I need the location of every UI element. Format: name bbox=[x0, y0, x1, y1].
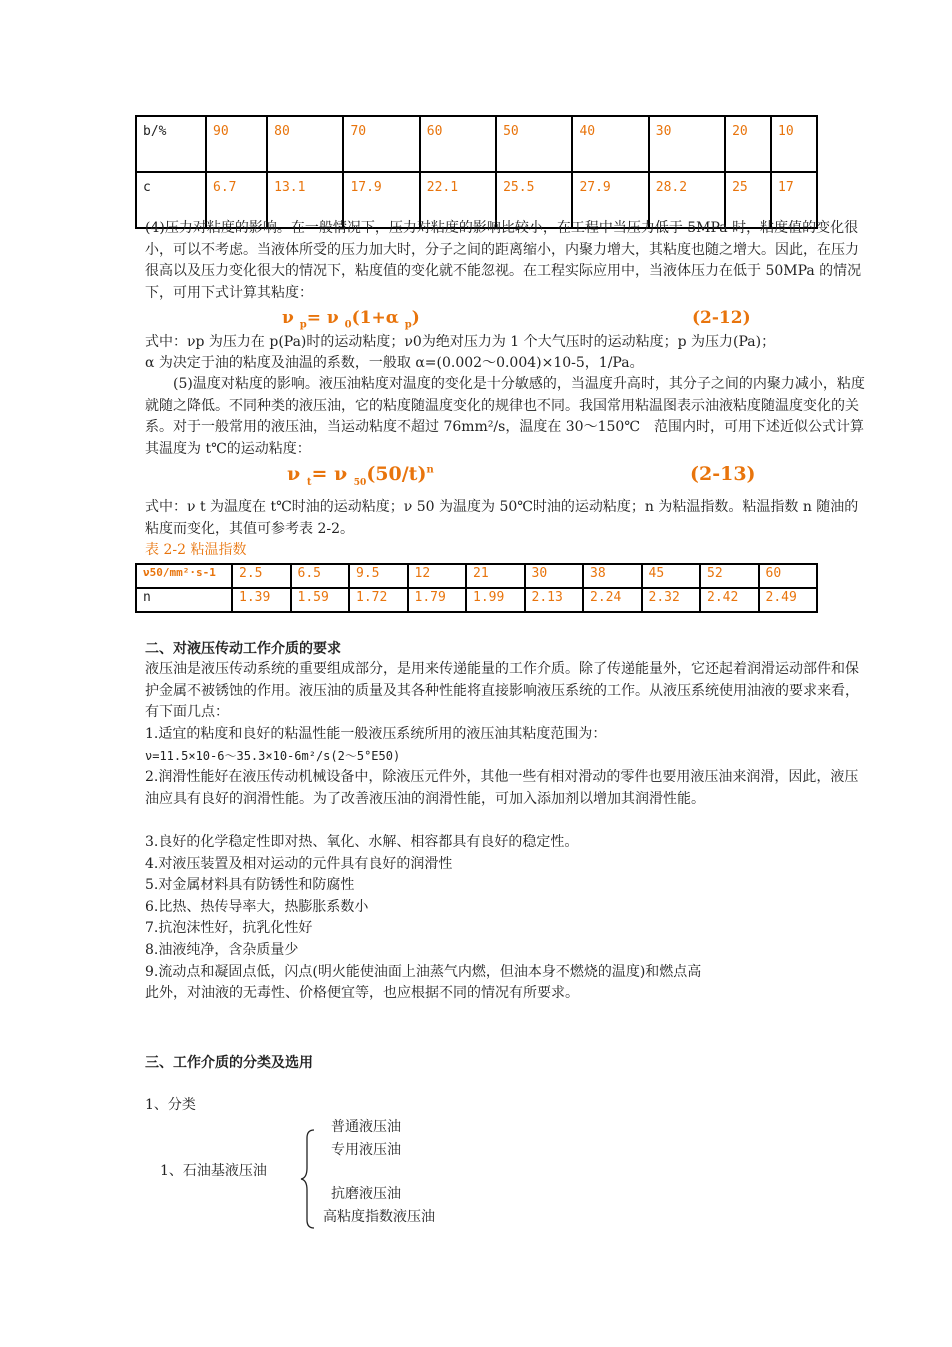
table-cell: 2.24 bbox=[583, 588, 642, 612]
table-cell: 2.42 bbox=[700, 588, 759, 612]
paragraph-where-2: 式中：ν t 为温度在 t℃时油的运动粘度；ν 50 为温度为 50℃时油的运动粘度；n 为粘温指数。粘温指数 n 随油的粘度而变化，其值可参考表 2-2。 bbox=[145, 499, 859, 537]
table-cell: 30 bbox=[525, 564, 584, 588]
classification-item: 抗磨液压油 bbox=[331, 1186, 401, 1202]
formula-2-12: ν $_p$= ν $_0$(1+α $_p$) bbox=[282, 308, 420, 331]
table-cell: 25.5 bbox=[496, 172, 572, 228]
table-row bbox=[136, 564, 817, 588]
list-item: 5.对金属材料具有防锈性和防腐性 bbox=[145, 877, 355, 893]
table-cell: 20 bbox=[725, 116, 771, 172]
list-item: 2.润滑性能好在液压传动机械设备中，除液压元件外，其他一些有相对滑动的零件也要用液压油来润滑，因此，液压油应具有良好的润滑性能。为了改善液压油的润滑性能，可加入添加剂以增加其润滑性能。 bbox=[145, 769, 859, 807]
list-item: 9.流动点和凝固点低，闪点(明火能使油面上油蒸气内燃，但油本身不燃烧的温度)和燃点高 bbox=[145, 964, 702, 980]
formula-number: (2-13) bbox=[690, 463, 756, 485]
table-cell: 10 bbox=[771, 116, 817, 172]
coefficient-table bbox=[135, 115, 818, 229]
table-cell: 17 bbox=[771, 172, 817, 228]
section-heading: 三、工作介质的分类及选用 bbox=[145, 1055, 313, 1071]
table-cell: 2.5 bbox=[232, 564, 291, 588]
table-cell: 1.39 bbox=[232, 588, 291, 612]
table-cell: b/% bbox=[136, 116, 206, 172]
table-cell: 40 bbox=[572, 116, 648, 172]
list-item: 8.油液纯净，含杂质量少 bbox=[145, 942, 299, 958]
table-caption: 表 2-2 粘温指数 bbox=[145, 542, 247, 558]
paragraph-closing: 此外，对油液的无毒性、价格便宜等，也应根据不同的情况有所要求。 bbox=[145, 985, 579, 1001]
list-item: 7.抗泡沫性好，抗乳化性好 bbox=[145, 920, 313, 936]
table-cell: 22.1 bbox=[420, 172, 496, 228]
table-cell: 70 bbox=[343, 116, 419, 172]
paragraph-intro: 液压油是液压传动系统的重要组成部分，是用来传递能量的工作介质。除了传递能量外，它还起着润滑运动部件和保护金属不被锈蚀的作用。液压油的质量及其各种性能将直接影响液压系统的工作。从液压系统使用油液的要求来看，有下面几点： bbox=[145, 661, 859, 720]
table-cell: 1.72 bbox=[349, 588, 408, 612]
paragraph-pressure: (4)压力对粘度的影响。在一般情况下，压力对粘度的影响比较小，在工程中当压力低于 5MPa 时，粘度值的变化很小，可以不考虑。当液体所受的压力加大时，分子之间的距离缩小，内聚力增大，其粘度也随之增大。因此，在压力很高以及压力变化很大的情况下，粘度值的变化就不能忽视。在工程实际应用中，当液体压力在低于 50MPa 的情况下，可用下式计算其粘度： bbox=[145, 220, 862, 301]
table-cell: ν50/mm²·s-1 bbox=[136, 564, 232, 588]
classification-item: 普通液压油 bbox=[331, 1119, 401, 1135]
table-cell: 1.79 bbox=[408, 588, 467, 612]
table-cell: 38 bbox=[583, 564, 642, 588]
table-cell: 50 bbox=[496, 116, 572, 172]
table-cell: n bbox=[136, 588, 232, 612]
table-cell: 27.9 bbox=[572, 172, 648, 228]
section-heading: 二、对液压传动工作介质的要求 bbox=[145, 641, 341, 657]
table-cell: 45 bbox=[642, 564, 701, 588]
list-item: 4.对液压装置及相对运动的元件具有良好的润滑性 bbox=[145, 856, 453, 872]
table-cell: 60 bbox=[759, 564, 818, 588]
list-item: 3.良好的化学稳定性即对热、氧化、水解、相容都具有良好的稳定性。 bbox=[145, 834, 579, 850]
table-cell: 9.5 bbox=[349, 564, 408, 588]
table-row bbox=[136, 588, 817, 612]
formula-number: (2-12) bbox=[692, 308, 751, 328]
table-cell: 28.2 bbox=[649, 172, 725, 228]
table-cell: 2.32 bbox=[642, 588, 701, 612]
paragraph-where-1b: α 为决定于油的粘度及油温的系数，一般取 α=(0.002～0.004)×10-5，1/Pa。 bbox=[145, 355, 644, 371]
table-cell: 12 bbox=[408, 564, 467, 588]
list-item: 6.比热、热传导率大，热膨胀系数小 bbox=[145, 899, 369, 915]
table-cell: 13.1 bbox=[267, 172, 343, 228]
table-cell: 1.59 bbox=[291, 588, 350, 612]
table-cell: 17.9 bbox=[343, 172, 419, 228]
paragraph-where-1a: 式中：νp 为压力在 p(Pa)时的运动粘度；ν0为绝对压力为 1 个大气压时的运动粘度；p 为压力(Pa)； bbox=[145, 334, 776, 350]
formula-2-13: ν $_t$= ν $_{50}(50/t)^n$ bbox=[287, 463, 434, 488]
paragraph-temperature: (5)温度对粘度的影响。液压油粘度对温度的变化是十分敏感的，当温度升高时，其分子之间的内聚力减小，粘度就随之降低。不同种类的液压油，它的粘度随温度变化的规律也不同。我国常用粘温图表示油液粘度随温度变化的关系。对于一般常用的液压油，当运动粘度不超过 76mm²/s，温度在 30～150℃ 范围内时，可用下述近似公式计算其温度为 t℃的运动粘度： bbox=[145, 376, 865, 457]
table-cell: c bbox=[136, 172, 206, 228]
table-cell: 6.7 bbox=[206, 172, 267, 228]
table-cell: 52 bbox=[700, 564, 759, 588]
table-cell: 21 bbox=[466, 564, 525, 588]
subsection-label: 1、分类 bbox=[145, 1097, 196, 1113]
table-row bbox=[136, 116, 817, 172]
table-cell: 25 bbox=[725, 172, 771, 228]
requirement-formula: ν=11.5×10-6～35.3×10-6m²/s(2～5°E50) bbox=[145, 749, 401, 763]
classification-item: 高粘度指数液压油 bbox=[323, 1209, 435, 1225]
classification-item: 专用液压油 bbox=[331, 1142, 401, 1158]
table-cell: 1.99 bbox=[466, 588, 525, 612]
table-cell: 30 bbox=[649, 116, 725, 172]
classification-group-label: 1、石油基液压油 bbox=[160, 1163, 267, 1179]
table-cell: 6.5 bbox=[291, 564, 350, 588]
table-cell: 2.49 bbox=[759, 588, 818, 612]
table-cell: 60 bbox=[420, 116, 496, 172]
list-item: 1.适宜的粘度和良好的粘温性能一般液压系统所用的液压油其粘度范围为： bbox=[145, 726, 607, 742]
viscosity-index-table bbox=[135, 563, 818, 613]
curly-brace-icon bbox=[298, 1128, 318, 1230]
table-cell: 2.13 bbox=[525, 588, 584, 612]
table-cell: 80 bbox=[267, 116, 343, 172]
table-cell: 90 bbox=[206, 116, 267, 172]
